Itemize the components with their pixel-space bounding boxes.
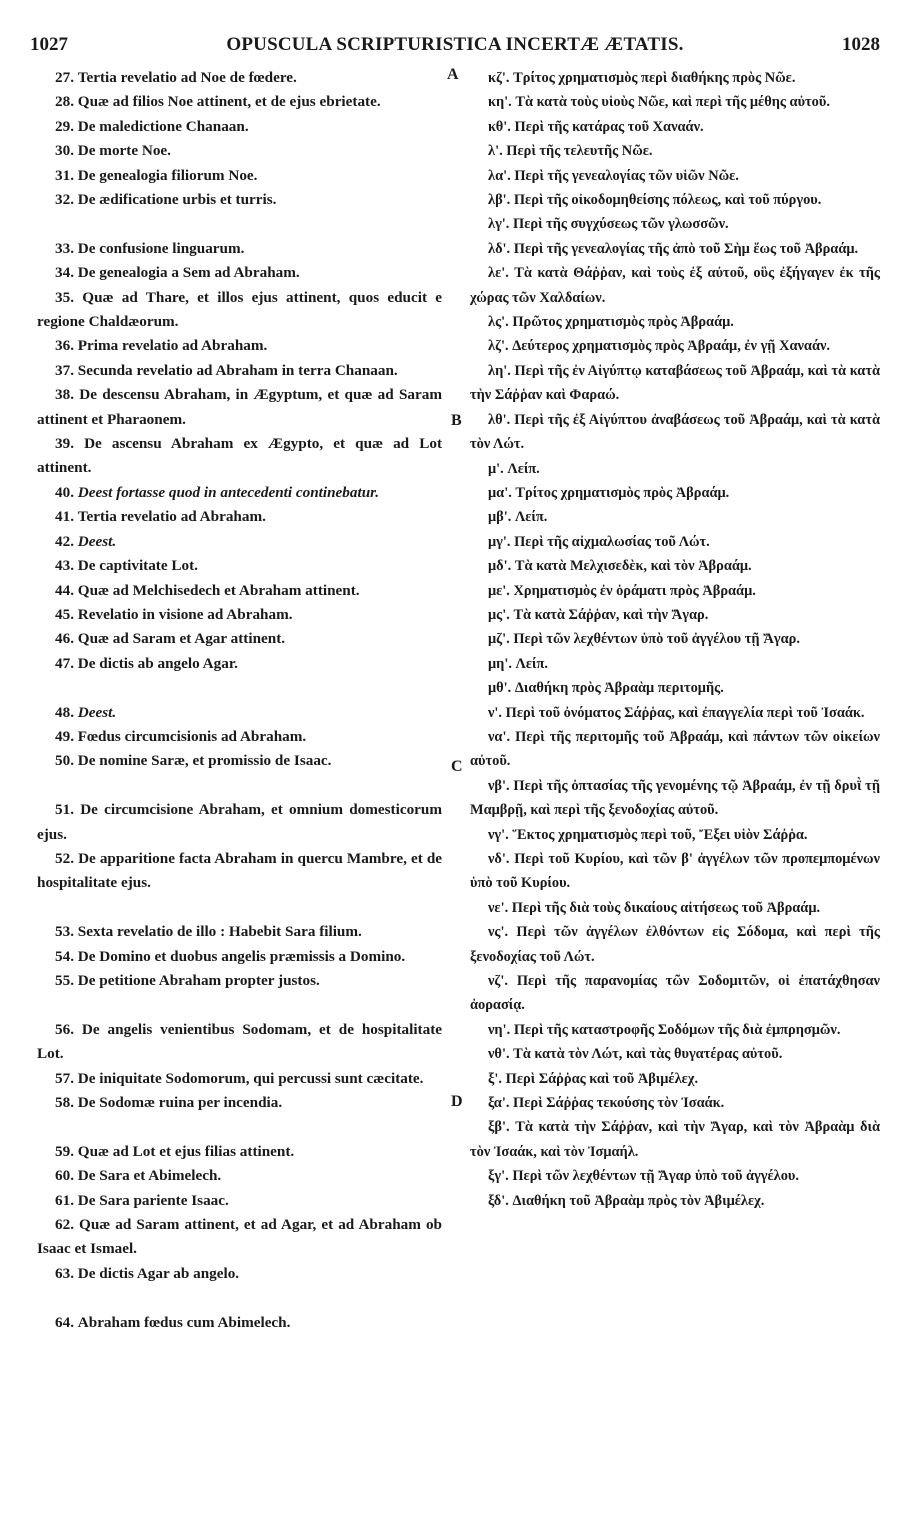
latin-entry [37, 66, 442, 90]
greek-entry-number: μ'. [488, 460, 504, 477]
latin-entry-text: Tertia revelatio ad Abraham. [77, 508, 266, 526]
greek-entry-number: μδ'. [488, 558, 512, 575]
latin-entry-number: 60. [55, 1167, 74, 1185]
latin-entry-text: De morte Noe. [77, 142, 171, 160]
latin-entry-number: 51. [55, 801, 74, 819]
greek-entry [470, 725, 880, 774]
latin-entry [37, 627, 442, 651]
greek-entry [470, 90, 880, 114]
latin-entry-number: 57. [55, 1069, 74, 1087]
greek-entry-text: Τὰ κατὰ Μελχισεδὲκ, καὶ τὸν Ἀβραάμ. [514, 558, 752, 575]
latin-entry-number: 61. [55, 1191, 74, 1209]
greek-entry-text: Λείπ. [514, 509, 548, 526]
row-spacer [37, 993, 442, 1017]
greek-entry [470, 1189, 880, 1213]
latin-entry-text: Quæ ad Melchisedech et Abraham attinent. [77, 581, 360, 599]
greek-entry [470, 1091, 880, 1115]
latin-entry-text: De Sara et Abimelech. [77, 1167, 222, 1185]
greek-entry [470, 774, 880, 823]
margin-marker-b: B [451, 412, 462, 429]
latin-entry [37, 90, 442, 114]
greek-entry-text: Τὰ κατὰ τὴν Σάῤῥαν, καὶ τὴν Ἄγαρ, καὶ τὸν Ἀβραὰμ διὰ τὸν Ἰσαάκ, καὶ τὸν Ἰσμαήλ. [470, 1119, 880, 1160]
greek-entry-text: Τὰ κατὰ τὸν Λώτ, καὶ τὰς θυγατέρας αὐτοῦ. [513, 1046, 783, 1063]
greek-entry-number: νβ'. [488, 777, 510, 794]
latin-entry-text: Secunda revelatio ad Abraham in terra Chanaan. [77, 361, 398, 379]
greek-entry-text: Περὶ τῆς οἰκοδομηθείσης πόλεως, καὶ τοῦ πύργου. [513, 192, 822, 209]
greek-entry-text: Περὶ τῆς διὰ τοὺς δικαίους αἰτήσεως τοῦ Ἀβραάμ. [511, 899, 821, 916]
greek-entry [470, 701, 880, 725]
latin-entry-number: 56. [55, 1020, 74, 1038]
greek-entry [470, 676, 880, 700]
greek-entry-text: Χρηματισμὸς ἐν ὁράματι πρὸς Ἀβραάμ. [513, 582, 756, 599]
greek-entry-text: Τὰ κατὰ Θάῤῥαν, καὶ τοὺς ἐξ αὐτοῦ, οὓς ἐξήγαγεν ἐκ τῆς χώρας τῶν Χαλδαίων. [470, 265, 880, 306]
latin-entry-number: 63. [55, 1264, 74, 1282]
greek-entry-text: Περὶ τῆς τελευτῆς Νῶε. [506, 143, 653, 160]
greek-entry-number: λα'. [488, 167, 511, 184]
latin-entry-text: De circumcisione Abraham, et omnium domesticorum ejus. [37, 801, 442, 843]
latin-entry [37, 359, 442, 383]
latin-entry [37, 481, 442, 505]
latin-entry-text: De descensu Abraham, in Ægyptum, et quæ ad Saram attinent et Pharaonem. [37, 386, 442, 428]
greek-entry-number: κθ'. [488, 118, 511, 135]
greek-entry-number: ξδ'. [488, 1192, 509, 1209]
greek-entry-number: να'. [488, 728, 511, 745]
greek-entry-text: Διαθήκη πρὸς Ἀβραὰμ περιτομῆς. [514, 680, 724, 697]
latin-entry-text: Fœdus circumcisionis ad Abraham. [77, 727, 307, 745]
greek-entry-text: Τρίτος χρηματισμὸς πρὸς Ἀβραάμ. [515, 484, 730, 501]
greek-entry-number: λδ'. [488, 240, 511, 257]
latin-entry [37, 969, 442, 993]
greek-entry-number: μζ'. [488, 631, 510, 648]
latin-entry-number: 49. [55, 727, 74, 745]
latin-entry-text: Quæ ad filios Noe attinent, et de ejus ebrietate. [77, 93, 381, 111]
greek-entry-number: νδ'. [488, 851, 510, 867]
greek-entry-text: Λείπ. [515, 655, 548, 672]
greek-entry-text: Περὶ τῆς ἐξ Αἰγύπτου ἀναβάσεως τοῦ Ἀβραάμ, καὶ τὰ κατὰ τὸν Λώτ. [470, 411, 881, 453]
latin-entry-number: 64. [55, 1313, 74, 1331]
greek-entry-number: ν'. [488, 704, 503, 721]
greek-entry-number: ξγ'. [488, 1168, 509, 1185]
greek-entry-number: ξα'. [488, 1095, 510, 1112]
latin-entry [37, 652, 442, 676]
row-spacer [37, 676, 442, 700]
greek-entry-number: νζ'. [488, 973, 508, 990]
latin-entry-number: 37. [55, 361, 74, 379]
greek-entry [470, 261, 880, 310]
greek-entry-text: Περὶ Σάῤῥας καὶ τοῦ Ἀβιμέλεχ. [505, 1070, 699, 1087]
greek-entry-number: μς'. [488, 606, 510, 623]
latin-entry-number: 28. [55, 93, 74, 111]
latin-entry [37, 188, 442, 212]
greek-entry-number: λς'. [488, 314, 509, 331]
latin-entry [37, 1091, 442, 1115]
greek-entry-text: Περὶ τῶν ἀγγέλων ἐλθόντων εἰς Σόδομα, καὶ περὶ τῆς ξενοδοχίας τοῦ Λώτ. [470, 924, 880, 965]
margin-marker-d: D [451, 1093, 463, 1110]
latin-entry [37, 1213, 442, 1262]
latin-entry-number: 54. [55, 947, 74, 965]
greek-entry-text: Περὶ τοῦ Κυρίου, καὶ τῶν β' ἀγγέλων τῶν προπεμπομένων ὑπὸ τοῦ Κυρίου. [470, 851, 880, 892]
latin-entry-number: 47. [55, 654, 74, 672]
greek-entry-number: λε'. [488, 265, 509, 282]
latin-entry-number: 31. [55, 166, 74, 184]
greek-entry [470, 408, 880, 457]
latin-entry-number: 36. [55, 337, 74, 355]
greek-entry-text: Περὶ τῶν λεχθέντων ὑπὸ τοῦ ἀγγέλου τῇ Ἄγαρ. [513, 631, 800, 648]
row-spacer [37, 896, 442, 920]
greek-entry [470, 554, 880, 578]
latin-entry-text: Revelatio in visione ad Abraham. [77, 605, 293, 623]
row-spacer [37, 774, 442, 798]
greek-entry-text: Περὶ τοῦ ὀνόματος Σάῤῥας, καὶ ἐπαγγελία περὶ τοῦ Ἰσαάκ. [505, 704, 865, 721]
greek-entry-text: Τὰ κατὰ τοὺς υἱοὺς Νῶε, καὶ περὶ τῆς μέθης αὐτοῦ. [515, 94, 830, 111]
greek-entry [470, 237, 880, 261]
greek-entry-text: Περὶ τῆς περιτομῆς τοῦ Ἀβραάμ, καὶ πάντων τῶν οἰκείων αὐτοῦ. [470, 728, 880, 770]
greek-entry-text: Περὶ τῆς παρανομίας τῶν Σοδομιτῶν, οἱ ἐπατάχθησαν ἀορασίᾳ. [470, 973, 880, 1014]
greek-entry [470, 164, 880, 188]
row-spacer [37, 1286, 442, 1310]
latin-entry-number: 33. [55, 239, 74, 257]
latin-entry-text: Quæ ad Lot et ejus filias attinent. [77, 1142, 295, 1160]
greek-entry [470, 920, 880, 969]
greek-entry-number: με'. [488, 582, 510, 599]
latin-entry-number: 41. [55, 508, 74, 526]
latin-entry-text: Deest. [77, 532, 117, 550]
latin-entry-text: De confusione linguarum. [77, 239, 245, 257]
greek-entry [470, 530, 880, 554]
greek-entry-text: Περὶ τῆς αἰχμαλωσίας τοῦ Λώτ. [514, 533, 710, 550]
greek-entry [470, 847, 880, 896]
latin-entry [37, 505, 442, 529]
latin-entry [37, 725, 442, 749]
latin-entry-text: De Sara pariente Isaac. [77, 1191, 229, 1209]
latin-entry [37, 139, 442, 163]
greek-entry-number: λζ'. [488, 338, 509, 355]
latin-entry-text: De petitione Abraham propter justos. [77, 971, 320, 989]
greek-entry [470, 310, 880, 334]
greek-entry-number: λβ'. [488, 192, 511, 209]
greek-entry [470, 1018, 880, 1042]
greek-entry-text: Περὶ τῆς γενεαλογίας τῆς ἀπὸ τοῦ Σὴμ ἕως τοῦ Ἀβραάμ. [513, 240, 859, 257]
latin-entry-text: Prima revelatio ad Abraham. [77, 337, 268, 355]
page-number-left: 1027 [30, 34, 68, 55]
row-spacer [37, 1115, 442, 1139]
greek-entry [470, 652, 880, 676]
latin-entry-text: Tertia revelatio ad Noe de fœdere. [77, 69, 297, 86]
page-header [30, 34, 880, 60]
greek-entry [470, 212, 880, 236]
latin-entry [37, 554, 442, 578]
latin-entry-text: Deest. [77, 703, 117, 721]
latin-entry [37, 432, 442, 481]
greek-entry-text: Ἕκτος χρηματισμὸς περὶ τοῦ, Ἔξει υἱὸν Σάῤῥα. [512, 826, 808, 843]
greek-entry-text: Πρῶτος χρηματισμὸς πρὸς Ἀβραάμ. [512, 314, 734, 331]
greek-entry-text: Περὶ τῆς καταστροφῆς Σοδόμων τῆς διὰ ἐμπρησμῶν. [513, 1021, 841, 1038]
latin-entry-text: De ædificatione urbis et turris. [77, 191, 277, 209]
greek-entry [470, 188, 880, 212]
latin-entry [37, 237, 442, 261]
page-number-right: 1028 [842, 34, 880, 55]
latin-entry-number: 46. [55, 630, 74, 648]
latin-entry-text: De apparitione facta Abraham in quercu Mambre, et de hospitalitate ejus. [37, 849, 443, 892]
latin-entry-text: De ascensu Abraham ex Ægypto, et quæ ad Lot attinent. [37, 435, 443, 477]
greek-entry [470, 139, 880, 163]
latin-entry [37, 115, 442, 139]
latin-entry [37, 334, 442, 358]
latin-entry [37, 164, 442, 188]
greek-column [470, 66, 880, 1213]
greek-entry-number: μβ'. [488, 509, 512, 526]
greek-entry [470, 1164, 880, 1188]
latin-entry [37, 1164, 442, 1188]
latin-entry-text: Sexta revelatio de illo : Habebit Sara filium. [77, 923, 362, 941]
latin-entry [37, 847, 442, 896]
latin-entry [37, 383, 442, 432]
latin-entry-text: De angelis venientibus Sodomam, et de hospitalitate Lot. [37, 1020, 443, 1063]
latin-entry [37, 261, 442, 285]
greek-entry-text: Διαθήκη τοῦ Ἀβραὰμ πρὸς τὸν Ἀβιμέλεχ. [512, 1192, 765, 1209]
latin-entry [37, 530, 442, 554]
greek-entry-number: κη'. [488, 94, 512, 111]
latin-entry-text: De captivitate Lot. [77, 557, 198, 575]
greek-entry-text: Τὰ κατὰ Σάῤῥαν, καὶ τὴν Ἄγαρ. [513, 606, 709, 623]
latin-entry-text: Abraham fœdus cum Abimelech. [77, 1313, 291, 1331]
latin-entry-text: De nomine Saræ, et promissio de Isaac. [77, 752, 332, 770]
greek-entry-number: νε'. [488, 899, 509, 916]
latin-entry-number: 55. [55, 971, 74, 989]
latin-entry-number: 34. [55, 264, 74, 282]
latin-entry [37, 286, 442, 335]
latin-entry-number: 39. [55, 435, 74, 453]
greek-entry [470, 579, 880, 603]
greek-entry-number: νθ'. [488, 1046, 510, 1063]
margin-marker-a: A [447, 66, 459, 83]
latin-entry-number: 32. [55, 191, 74, 209]
latin-entry [37, 1018, 442, 1067]
latin-entry-number: 44. [55, 581, 74, 599]
greek-entry [470, 334, 880, 358]
greek-entry-number: λ'. [488, 143, 503, 160]
greek-entry-text: Περὶ τῆς ἐν Αἰγύπτῳ καταβάσεως τοῦ Ἀβραάμ, καὶ τὰ κατὰ τὴν Σάῤῥαν καὶ Φαραώ. [470, 362, 880, 404]
greek-entry-number: νγ'. [488, 826, 509, 843]
latin-entry-number: 29. [55, 117, 74, 135]
greek-entry-number: λθ'. [488, 411, 511, 428]
latin-entry-number: 30. [55, 142, 74, 160]
latin-entry-number: 27. [55, 69, 74, 86]
greek-entry [470, 1115, 880, 1164]
greek-entry [470, 359, 880, 408]
latin-entry-text: De Domino et duobus angelis præmissis a Domino. [77, 947, 406, 965]
greek-entry-number: ξ'. [488, 1070, 503, 1087]
latin-entry-text: De genealogia filiorum Noe. [77, 166, 258, 184]
page-title: OPUSCULA SCRIPTURISTICA INCERTÆ ÆTATIS. [226, 34, 684, 55]
greek-entry-number: μη'. [488, 655, 512, 672]
greek-entry [470, 1042, 880, 1066]
greek-entry-number: μγ'. [488, 533, 511, 550]
latin-entry-number: 35. [55, 288, 74, 306]
latin-entry-number: 43. [55, 557, 74, 575]
greek-entry-text: Δεύτερος χρηματισμὸς πρὸς Ἀβραάμ, ἐν γῇ Χαναάν. [512, 338, 831, 355]
greek-entry [470, 603, 880, 627]
greek-entry-text: Περὶ τῆς κατάρας τοῦ Χαναάν. [514, 118, 704, 135]
greek-entry-number: λγ'. [488, 216, 510, 233]
greek-entry-number: μθ'. [488, 680, 512, 697]
greek-entry-number: νη'. [488, 1021, 511, 1038]
latin-entry-number: 52. [55, 849, 74, 867]
latin-entry [37, 1067, 442, 1091]
latin-entry-text: De maledictione Chanaan. [77, 117, 249, 135]
latin-entry-number: 48. [55, 703, 74, 721]
greek-entry-text: Λείπ. [507, 460, 540, 477]
greek-entry [470, 896, 880, 920]
greek-entry-number: κζ'. [488, 70, 510, 86]
latin-entry-text: De Sodomæ ruina per incendia. [77, 1093, 283, 1111]
greek-entry-text: Περὶ Σάῤῥας τεκούσης τὸν Ἰσαάκ. [513, 1095, 725, 1112]
latin-entry [37, 1189, 442, 1213]
greek-entry [470, 481, 880, 505]
latin-entry [37, 603, 442, 627]
greek-entry [470, 115, 880, 139]
greek-entry-text: Περὶ τῆς συγχύσεως τῶν γλωσσῶν. [513, 216, 729, 233]
latin-entry-text: Deest fortasse quod in antecedenti continebatur. [77, 483, 380, 501]
latin-entry [37, 1140, 442, 1164]
latin-entry-number: 40. [55, 483, 74, 501]
greek-entry-number: μα'. [488, 484, 512, 501]
latin-entry-number: 53. [55, 923, 74, 941]
latin-entry-text: De dictis ab angelo Agar. [77, 654, 238, 672]
latin-entry [37, 798, 442, 847]
latin-entry [37, 945, 442, 969]
latin-entry-text: De dictis Agar ab angelo. [77, 1264, 240, 1282]
latin-entry-text: De iniquitate Sodomorum, qui percussi sunt cæcitate. [77, 1069, 424, 1087]
margin-marker-c: C [451, 758, 463, 775]
greek-entry [470, 457, 880, 481]
greek-entry-number: ξβ'. [488, 1119, 510, 1136]
latin-entry-number: 38. [55, 386, 74, 404]
greek-entry [470, 66, 880, 90]
greek-entry-text: Περὶ τῆς γενεαλογίας τῶν υἱῶν Νῶε. [514, 167, 739, 184]
latin-entry [37, 1262, 442, 1286]
latin-entry-text: Quæ ad Saram et Agar attinent. [77, 630, 286, 648]
latin-entry-number: 59. [55, 1142, 74, 1160]
greek-entry-number: λη'. [488, 362, 511, 379]
greek-entry [470, 1067, 880, 1091]
greek-entry [470, 505, 880, 529]
greek-entry [470, 969, 880, 1018]
greek-entry [470, 823, 880, 847]
latin-entry [37, 749, 442, 773]
latin-entry-text: De genealogia a Sem ad Abraham. [77, 264, 300, 282]
latin-entry [37, 701, 442, 725]
latin-entry-number: 58. [55, 1093, 74, 1111]
greek-entry [470, 627, 880, 651]
latin-entry-number: 45. [55, 605, 74, 623]
latin-entry [37, 579, 442, 603]
latin-entry-number: 50. [55, 752, 74, 770]
latin-entry-number: 62. [55, 1216, 74, 1233]
latin-entry [37, 1311, 442, 1335]
latin-entry [37, 920, 442, 944]
latin-entry-number: 42. [55, 532, 74, 550]
greek-entry-text: Τρίτος χρηματισμὸς περὶ διαθήκης πρὸς Νῶε. [513, 70, 796, 86]
greek-entry-text: Περὶ τῶν λεχθέντων τῇ Ἄγαρ ὑπὸ τοῦ ἀγγέλου. [512, 1168, 799, 1185]
greek-entry-number: νς'. [488, 924, 509, 941]
latin-column [37, 66, 442, 1335]
latin-entry-text: Quæ ad Thare, et illos ejus attinent, quos educit e regione Chaldæorum. [37, 288, 443, 331]
row-spacer [37, 212, 442, 236]
latin-entry-text: Quæ ad Saram attinent, et ad Agar, et ad Abraham ob Isaac et Ismael. [37, 1216, 442, 1258]
greek-entry-text: Περὶ τῆς ὀπτασίας τῆς γενομένης τῷ Ἀβραάμ, ἐν τῇ δρυῒ τῇ Μαμβρῇ, καὶ περὶ τῆς ξενοδοχίας αὐτοῦ. [470, 777, 880, 819]
